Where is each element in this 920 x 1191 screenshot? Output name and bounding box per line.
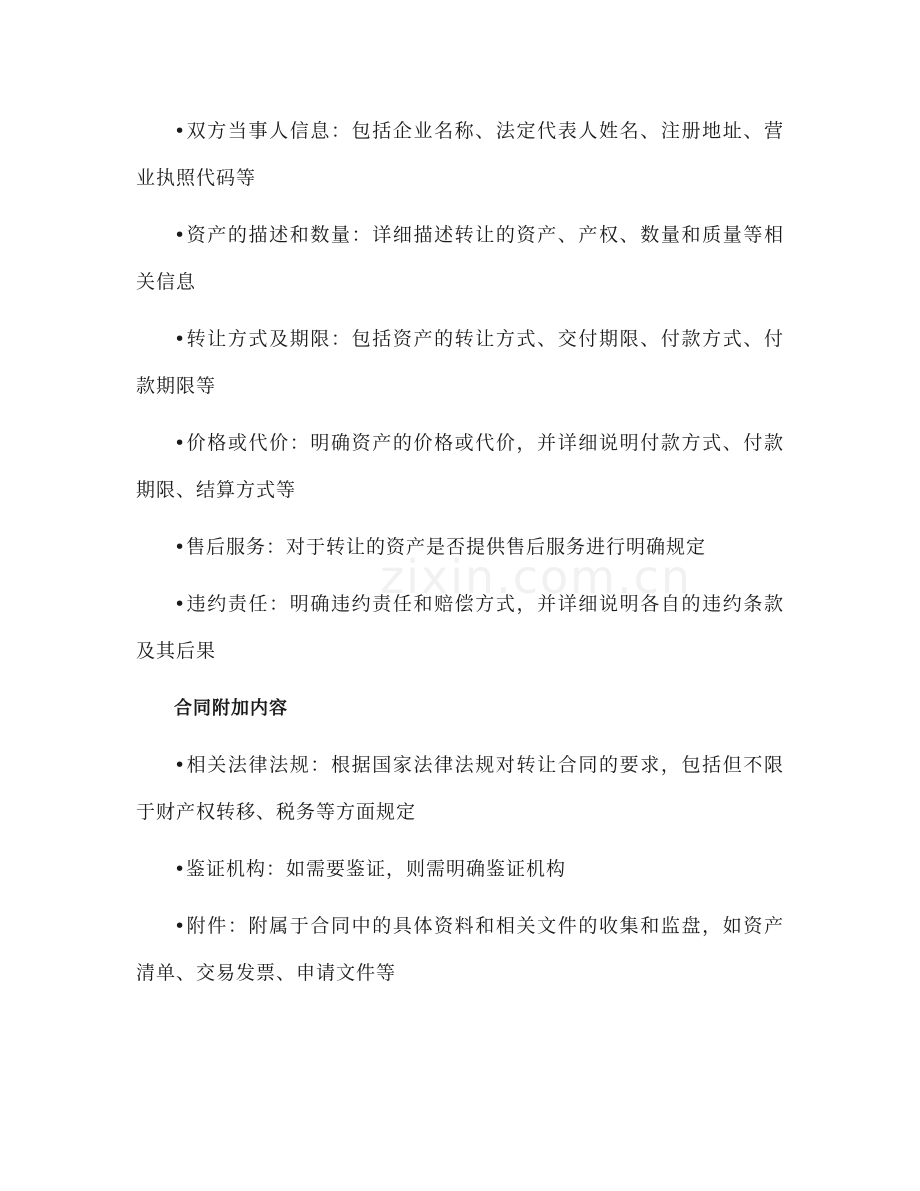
list-item: [136, 316, 784, 410]
watermark: zixin.com.cn: [380, 550, 693, 604]
list-item-text: 鉴证机构：如需要鉴证，则需明确鉴证机构: [186, 858, 567, 880]
list-item: [136, 420, 784, 514]
list-item: [136, 524, 784, 571]
bullet: •: [174, 593, 187, 615]
list-item: [136, 742, 784, 836]
list-item-text: 资产的描述和数量：详细描述转让的资产、产权、数量和质量等相关信息: [136, 224, 784, 293]
list-item-text: 转让方式及期限：包括资产的转让方式、交付期限、付款方式、付款期限等: [136, 328, 784, 397]
list-item-text: 价格或代价：明确资产的价格或代价，并详细说明付款方式、付款期限、结算方式等: [136, 432, 784, 501]
bullet: •: [174, 224, 187, 246]
bullet: •: [174, 915, 187, 937]
list-item: [136, 846, 784, 893]
bullet: •: [174, 120, 187, 142]
bullet: •: [174, 754, 187, 776]
list-item-text: 附件：附属于合同中的具体资料和相关文件的收集和监盘，如资产清单、交易发票、申请文件等: [136, 915, 784, 984]
list-item-text: 违约责任：明确违约责任和赔偿方式，并详细说明各自的违约条款及其后果: [136, 593, 784, 662]
list-item-text: 相关法律法规：根据国家法律法规对转让合同的要求，包括但不限于财产权转移、税务等方面规定: [136, 754, 784, 823]
bullet: •: [174, 536, 187, 558]
bullet: •: [174, 432, 187, 454]
list-item: [136, 903, 784, 997]
list-item-text: 售后服务：对于转让的资产是否提供售后服务进行明确规定: [186, 536, 707, 558]
document-page: [136, 108, 784, 1007]
bullet: •: [174, 858, 187, 880]
section-heading: 合同附加内容: [174, 698, 288, 719]
list-item: [136, 108, 784, 202]
bullet: •: [174, 328, 187, 350]
list-item: [136, 581, 784, 675]
list-item-text: 双方当事人信息：包括企业名称、法定代表人姓名、注册地址、营业执照代码等: [136, 120, 784, 189]
list-item: [136, 212, 784, 306]
